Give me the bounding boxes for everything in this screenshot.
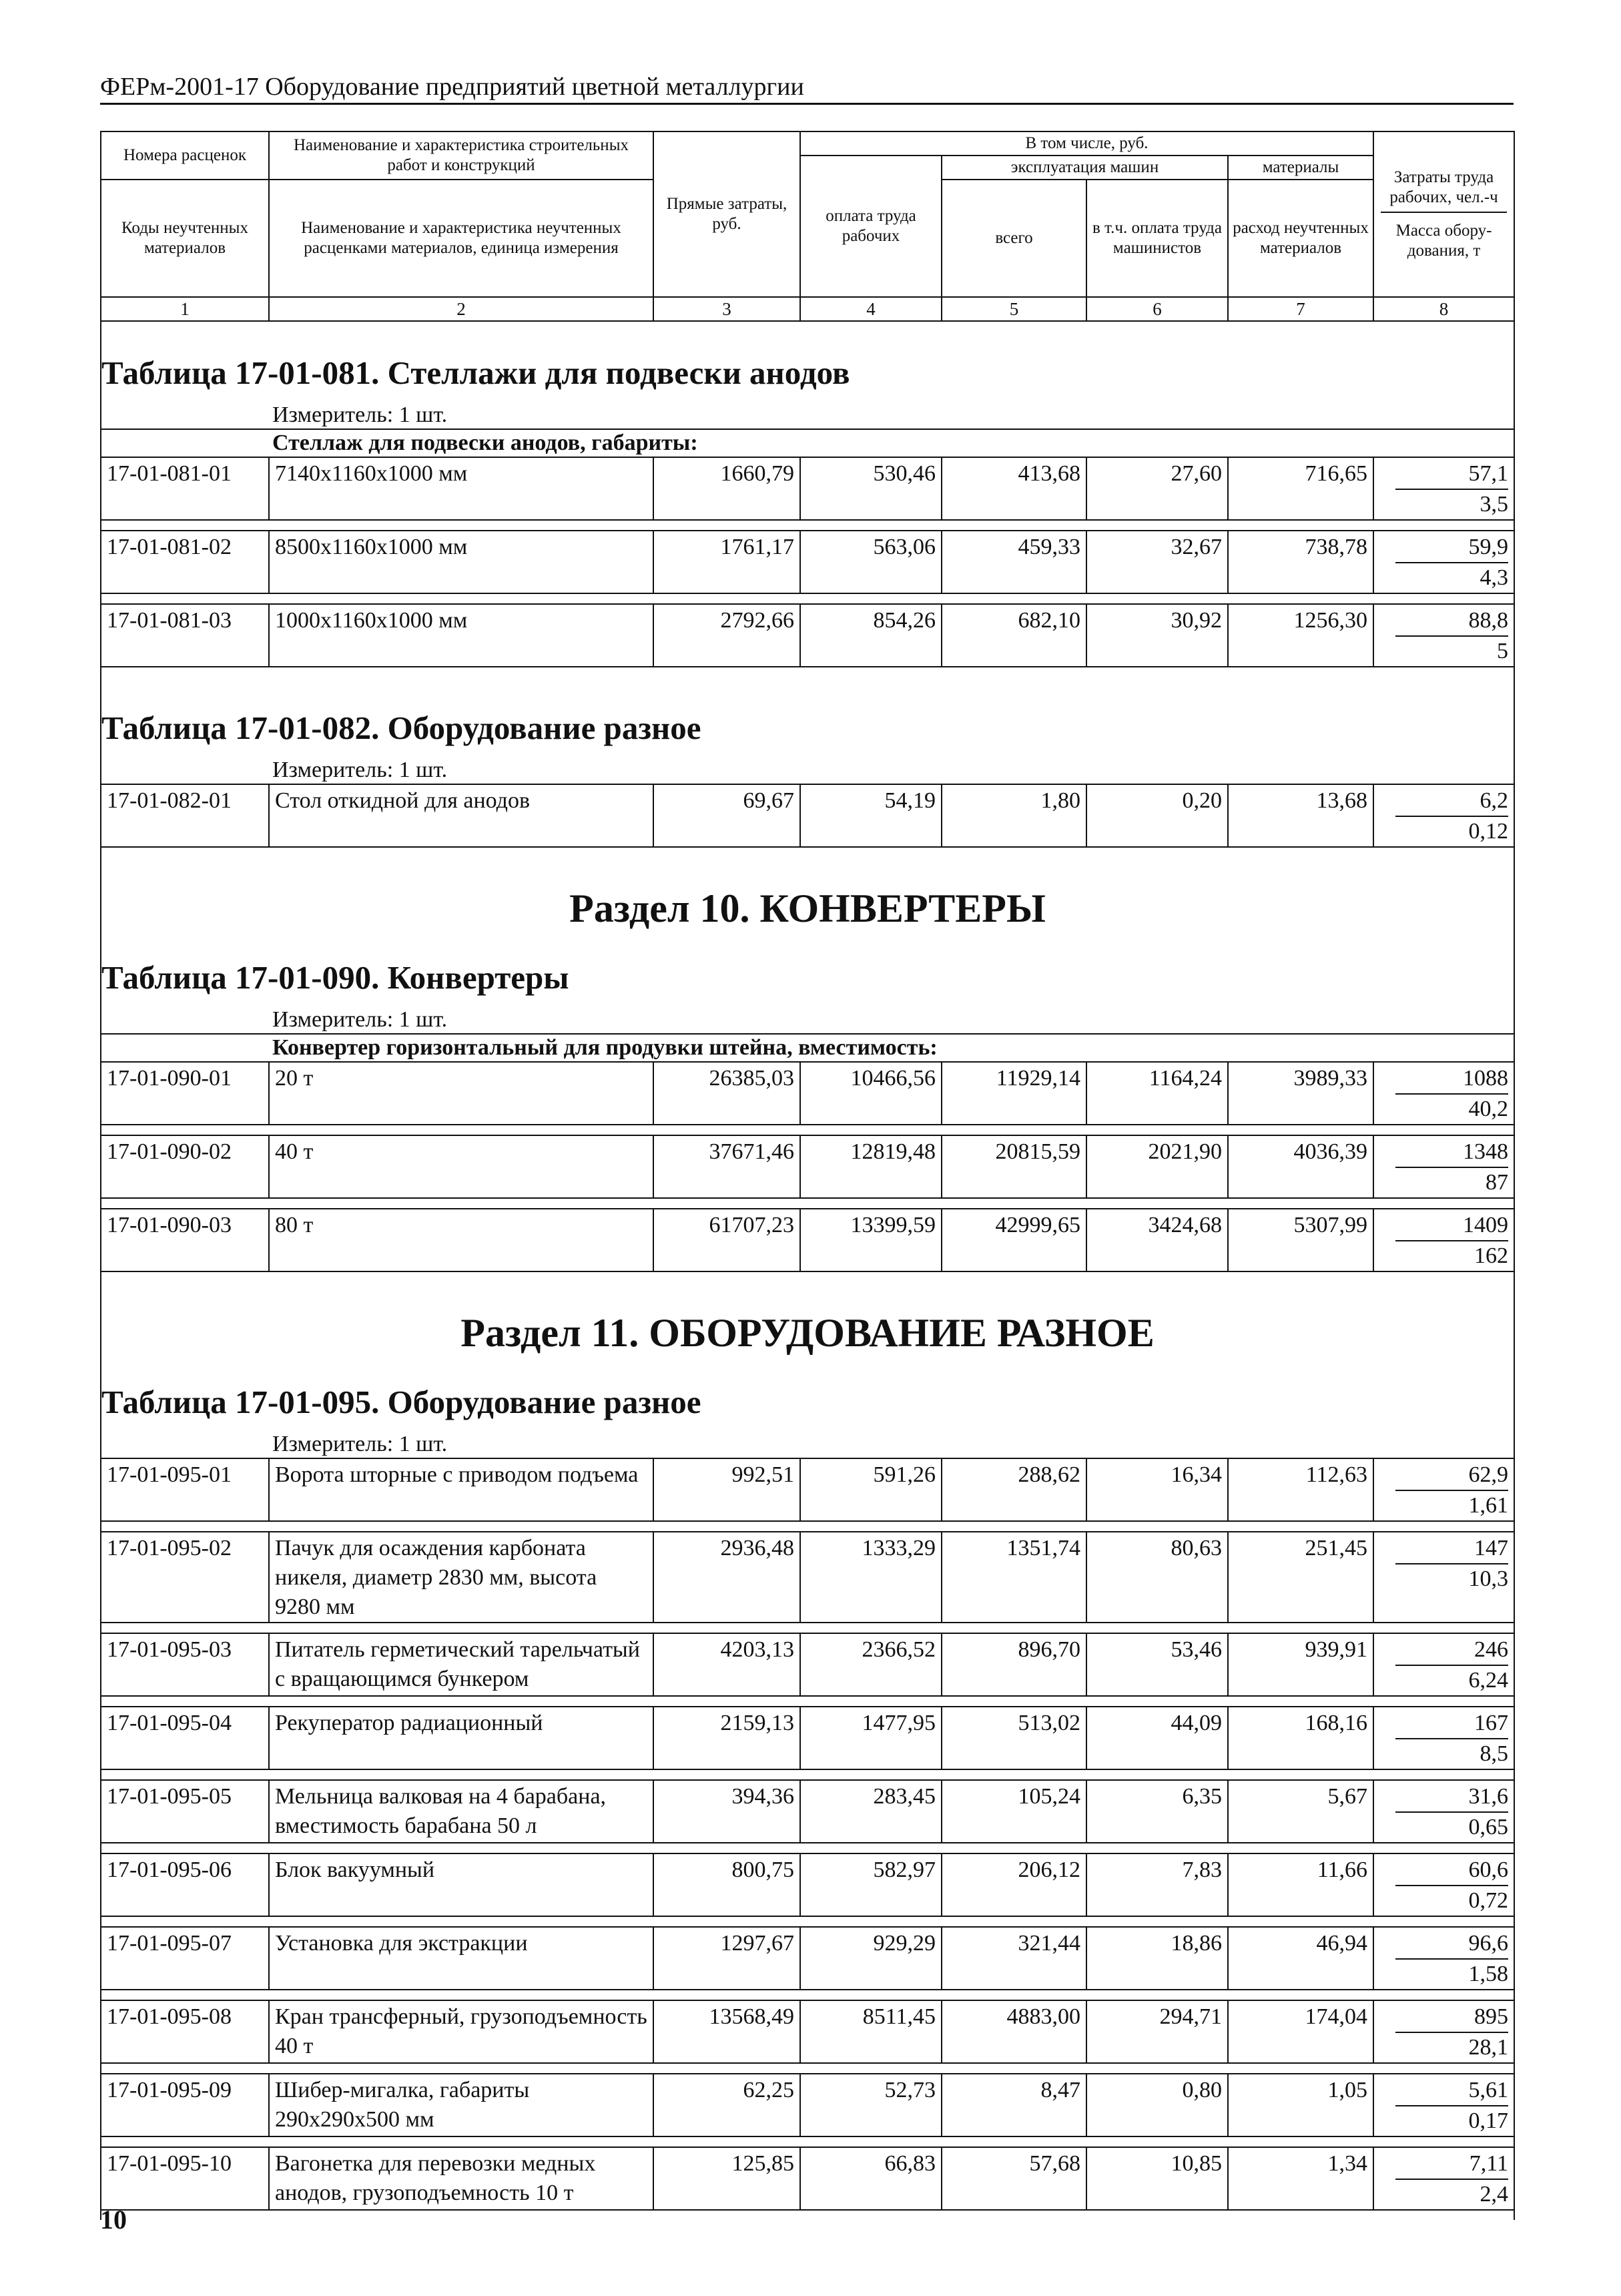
labor-mass-cell — [1373, 1780, 1514, 1843]
labor-mass-cell — [1373, 531, 1514, 593]
rate-code: 17-01-095-01 — [101, 1458, 269, 1521]
meter-label: Измеритель: 1 шт. — [272, 1432, 448, 1456]
header-material-consumption: расход неучтенных материалов — [1228, 180, 1373, 297]
row-gap — [101, 1916, 1514, 1927]
value-direct: 2792,66 — [653, 604, 800, 667]
value-materials: 4036,39 — [1228, 1135, 1373, 1198]
value-materials: 112,63 — [1228, 1458, 1373, 1521]
labor-mass-cell — [1373, 1633, 1514, 1696]
labor-value: 1088 — [1395, 1064, 1508, 1095]
table-row — [101, 604, 1514, 667]
labor-value: 88,8 — [1395, 606, 1508, 637]
rate-code: 17-01-090-01 — [101, 1062, 269, 1125]
row-gap — [101, 667, 1514, 677]
row-gap-cell — [101, 1696, 1514, 1707]
table-header — [101, 131, 1514, 297]
value-direct: 2936,48 — [653, 1532, 800, 1623]
value-mach-wages: 27,60 — [1086, 457, 1228, 520]
value-direct: 125,85 — [653, 2147, 800, 2210]
value-materials: 1256,30 — [1228, 604, 1373, 667]
mass-value: 1,58 — [1468, 1962, 1509, 1986]
row-gap-cell — [101, 1521, 1514, 1532]
row-gap — [101, 1521, 1514, 1532]
meter-label: Измеритель: 1 шт. — [272, 758, 448, 782]
rate-code: 17-01-095-08 — [101, 2000, 269, 2063]
value-direct: 26385,03 — [653, 1062, 800, 1125]
rate-name: 40 т — [269, 1135, 653, 1198]
table-title: Таблица 17-01-095. Оборудование разное — [101, 1376, 1514, 1431]
rate-name: Стол откидной для анодов — [269, 784, 653, 847]
column-number: 6 — [1086, 297, 1228, 321]
row-gap-cell — [101, 1843, 1514, 1853]
rate-name: Установка для экстракции — [269, 1927, 653, 1990]
labor-value: 5,61 — [1395, 2076, 1508, 2106]
mass-value: 2,4 — [1480, 2182, 1509, 2207]
column-number: 5 — [942, 297, 1086, 321]
row-gap — [101, 2136, 1514, 2147]
value-mach-wages: 30,92 — [1086, 604, 1228, 667]
meter-row — [101, 1007, 1514, 1034]
value-mach-total: 1351,74 — [942, 1532, 1086, 1623]
value-mach-total: 896,70 — [942, 1633, 1086, 1696]
mass-value: 5 — [1497, 639, 1509, 663]
row-gap-cell — [101, 1125, 1514, 1135]
mass-value: 0,65 — [1468, 1815, 1509, 1839]
header-work-name: Наименование и характеристика строительных работ и конструкций — [269, 131, 653, 180]
value-mach-total: 1,80 — [942, 784, 1086, 847]
page-number: 10 — [100, 2205, 127, 2235]
labor-value: 246 — [1395, 1635, 1508, 1666]
value-mach-total: 42999,65 — [942, 1209, 1086, 1271]
table-row — [101, 2147, 1514, 2210]
value-mach-wages: 44,09 — [1086, 1707, 1228, 1769]
value-wages: 591,26 — [800, 1458, 942, 1521]
header-including: В том числе, руб. — [800, 131, 1373, 156]
labor-mass-cell — [1373, 604, 1514, 667]
row-gap-cell — [101, 1198, 1514, 1209]
labor-value: 6,2 — [1395, 786, 1508, 817]
rate-code: 17-01-090-03 — [101, 1209, 269, 1271]
value-direct: 800,75 — [653, 1853, 800, 1916]
rate-name: Ворота шторные с приводом подъема — [269, 1458, 653, 1521]
row-gap — [101, 1125, 1514, 1135]
value-materials: 13,68 — [1228, 784, 1373, 847]
section-heading: Раздел 10. КОНВЕРТЕРЫ — [101, 857, 1514, 952]
header-worker-wages: оплата труда рабочих — [800, 156, 942, 297]
labor-mass-cell — [1373, 1927, 1514, 1990]
rate-code: 17-01-095-04 — [101, 1707, 269, 1769]
value-wages: 1333,29 — [800, 1532, 942, 1623]
row-gap — [101, 1623, 1514, 1633]
value-wages: 10466,56 — [800, 1062, 942, 1125]
meter-cell — [101, 757, 1514, 784]
group-label-row — [101, 1034, 1514, 1062]
value-wages: 8511,45 — [800, 2000, 942, 2063]
labor-value: 96,6 — [1395, 1929, 1508, 1960]
value-wages: 1477,95 — [800, 1707, 942, 1769]
mass-value: 28,1 — [1468, 2035, 1509, 2060]
value-materials: 1,05 — [1228, 2074, 1373, 2136]
rates-table-frame — [100, 131, 1514, 2220]
value-wages: 283,45 — [800, 1780, 942, 1843]
table-row — [101, 1062, 1514, 1125]
table-row — [101, 1780, 1514, 1843]
header-labor-text: Затраты труда рабочих, чел.-ч — [1381, 168, 1507, 213]
value-mach-total: 413,68 — [942, 457, 1086, 520]
rate-code: 17-01-095-09 — [101, 2074, 269, 2136]
labor-mass-cell — [1373, 784, 1514, 847]
value-materials: 11,66 — [1228, 1853, 1373, 1916]
column-number: 2 — [269, 297, 653, 321]
table-title-row — [101, 677, 1514, 757]
rate-name: 1000х1160х1000 мм — [269, 604, 653, 667]
value-mach-wages: 1164,24 — [1086, 1062, 1228, 1125]
value-materials: 5307,99 — [1228, 1209, 1373, 1271]
row-gap-cell — [101, 1623, 1514, 1633]
labor-mass-cell — [1373, 1707, 1514, 1769]
rate-name: 8500х1160х1000 мм — [269, 531, 653, 593]
labor-value: 1409 — [1395, 1211, 1508, 1241]
meter-cell — [101, 1431, 1514, 1458]
value-materials: 168,16 — [1228, 1707, 1373, 1769]
section-heading: Раздел 11. ОБОРУДОВАНИЕ РАЗНОЕ — [101, 1281, 1514, 1376]
section-row — [101, 1281, 1514, 1376]
value-mach-wages: 18,86 — [1086, 1927, 1228, 1990]
rate-code: 17-01-095-07 — [101, 1927, 269, 1990]
value-mach-total: 8,47 — [942, 2074, 1086, 2136]
value-wages: 929,29 — [800, 1927, 942, 1990]
value-wages: 2366,52 — [800, 1633, 942, 1696]
meter-label: Измеритель: 1 шт. — [272, 402, 448, 427]
value-mach-wages: 80,63 — [1086, 1532, 1228, 1623]
table-title: Таблица 17-01-081. Стеллажи для подвески анодов — [101, 321, 1514, 402]
meter-cell — [101, 1007, 1514, 1034]
row-gap — [101, 2210, 1514, 2220]
labor-value: 60,6 — [1395, 1855, 1508, 1886]
mass-value: 6,24 — [1468, 1668, 1509, 1693]
rate-name: 80 т — [269, 1209, 653, 1271]
labor-mass-cell — [1373, 1853, 1514, 1916]
mass-value: 0,12 — [1468, 819, 1509, 844]
value-mach-total: 4883,00 — [942, 2000, 1086, 2063]
header-machinist-wages: в т.ч. оплата труда машинистов — [1086, 180, 1228, 297]
column-number: 3 — [653, 297, 800, 321]
table-row — [101, 1458, 1514, 1521]
meter-row — [101, 1431, 1514, 1458]
value-direct: 1660,79 — [653, 457, 800, 520]
row-gap-cell — [101, 2136, 1514, 2147]
mass-value: 87 — [1486, 1170, 1509, 1195]
labor-value: 167 — [1395, 1709, 1508, 1739]
table-row — [101, 1633, 1514, 1696]
value-mach-wages: 10,85 — [1086, 2147, 1228, 2210]
labor-value: 31,6 — [1395, 1782, 1508, 1813]
rate-code: 17-01-095-03 — [101, 1633, 269, 1696]
value-wages: 563,06 — [800, 531, 942, 593]
labor-value: 57,1 — [1395, 459, 1508, 490]
value-direct: 1297,67 — [653, 1927, 800, 1990]
column-number: 7 — [1228, 297, 1373, 321]
value-mach-total: 105,24 — [942, 1780, 1086, 1843]
rate-code: 17-01-095-06 — [101, 1853, 269, 1916]
table-row — [101, 2074, 1514, 2136]
row-gap-cell — [101, 1990, 1514, 2000]
value-mach-total: 11929,14 — [942, 1062, 1086, 1125]
mass-value: 40,2 — [1468, 1097, 1509, 1121]
value-wages: 12819,48 — [800, 1135, 942, 1198]
rates-table — [100, 131, 1515, 2220]
meter-label: Измеритель: 1 шт. — [272, 1007, 448, 1032]
value-wages: 582,97 — [800, 1853, 942, 1916]
rate-code: 17-01-081-02 — [101, 531, 269, 593]
group-label-row — [101, 429, 1514, 457]
value-mach-wages: 32,67 — [1086, 531, 1228, 593]
row-gap — [101, 1990, 1514, 2000]
row-gap — [101, 2063, 1514, 2074]
value-wages: 854,26 — [800, 604, 942, 667]
labor-mass-cell — [1373, 1458, 1514, 1521]
row-gap — [101, 593, 1514, 604]
value-direct: 37671,46 — [653, 1135, 800, 1198]
value-mach-wages: 16,34 — [1086, 1458, 1228, 1521]
value-mach-total: 682,10 — [942, 604, 1086, 667]
meter-cell — [101, 402, 1514, 429]
value-mach-total: 57,68 — [942, 2147, 1086, 2210]
mass-value: 0,72 — [1468, 1888, 1509, 1913]
row-gap-cell — [101, 1271, 1514, 1281]
rate-name: Пачук для осаждения карбоната никеля, диаметр 2830 мм, высота 9280 мм — [269, 1532, 653, 1623]
rate-code: 17-01-095-05 — [101, 1780, 269, 1843]
value-direct: 2159,13 — [653, 1707, 800, 1769]
meter-row — [101, 402, 1514, 429]
mass-value: 8,5 — [1480, 1741, 1509, 1766]
group-label: Конвертер горизонтальный для продувки штейна, вместимость: — [101, 1034, 1514, 1062]
rate-code: 17-01-090-02 — [101, 1135, 269, 1198]
value-wages: 13399,59 — [800, 1209, 942, 1271]
value-mach-wages: 6,35 — [1086, 1780, 1228, 1843]
row-gap-cell — [101, 1916, 1514, 1927]
value-mach-wages: 7,83 — [1086, 1853, 1228, 1916]
header-material-name: Наименование и характеристика неучтенных расценками материалов, единица измерения — [269, 180, 653, 297]
column-number: 1 — [101, 297, 269, 321]
labor-value: 62,9 — [1395, 1460, 1508, 1491]
labor-mass-cell — [1373, 457, 1514, 520]
rate-name: Шибер-мигалка, габариты 290х290х500 мм — [269, 2074, 653, 2136]
row-gap — [101, 1198, 1514, 1209]
row-gap — [101, 1696, 1514, 1707]
table-row — [101, 1209, 1514, 1271]
value-direct: 61707,23 — [653, 1209, 800, 1271]
row-gap-cell — [101, 2063, 1514, 2074]
rate-name: Кран трансферный, грузоподъемность 40 т — [269, 2000, 653, 2063]
table-body — [101, 321, 1514, 2220]
section-row — [101, 857, 1514, 952]
table-row — [101, 1853, 1514, 1916]
value-materials: 939,91 — [1228, 1633, 1373, 1696]
mass-value: 162 — [1474, 1243, 1509, 1268]
rate-name: Мельница валковая на 4 барабана, вместимость барабана 50 л — [269, 1780, 653, 1843]
rate-code: 17-01-095-10 — [101, 2147, 269, 2210]
labor-value: 59,9 — [1395, 533, 1508, 563]
rate-name: Рекуператор радиационный — [269, 1707, 653, 1769]
rate-name: 20 т — [269, 1062, 653, 1125]
table-title-row — [101, 1376, 1514, 1431]
header-machines-total: всего — [942, 180, 1086, 297]
value-mach-wages: 53,46 — [1086, 1633, 1228, 1696]
header-direct-costs: Прямые затраты, руб. — [653, 131, 800, 297]
value-materials: 1,34 — [1228, 2147, 1373, 2210]
value-direct: 1761,17 — [653, 531, 800, 593]
labor-mass-cell — [1373, 1532, 1514, 1623]
value-materials: 5,67 — [1228, 1780, 1373, 1843]
column-number: 8 — [1373, 297, 1514, 321]
labor-mass-cell — [1373, 2074, 1514, 2136]
mass-value: 4,3 — [1480, 565, 1509, 590]
table-row — [101, 531, 1514, 593]
value-mach-total: 513,02 — [942, 1707, 1086, 1769]
row-gap — [101, 1843, 1514, 1853]
row-gap-cell — [101, 520, 1514, 531]
table-title-row — [101, 952, 1514, 1007]
value-mach-wages: 0,80 — [1086, 2074, 1228, 2136]
group-label: Стеллаж для подвески анодов, габариты: — [101, 429, 1514, 457]
value-mach-wages: 2021,90 — [1086, 1135, 1228, 1198]
labor-mass-cell — [1373, 2000, 1514, 2063]
value-mach-total: 288,62 — [942, 1458, 1086, 1521]
labor-mass-cell — [1373, 2147, 1514, 2210]
value-mach-total: 321,44 — [942, 1927, 1086, 1990]
mass-value: 0,17 — [1468, 2108, 1509, 2133]
value-direct: 394,36 — [653, 1780, 800, 1843]
row-gap-cell — [101, 847, 1514, 857]
labor-mass-cell — [1373, 1135, 1514, 1198]
value-mach-wages: 294,71 — [1086, 2000, 1228, 2063]
document-title: ФЕРм-2001-17 Оборудование предприятий цветной металлургии — [100, 73, 804, 101]
value-materials: 251,45 — [1228, 1532, 1373, 1623]
value-wages: 52,73 — [800, 2074, 942, 2136]
labor-value: 895 — [1395, 2002, 1508, 2033]
value-wages: 66,83 — [800, 2147, 942, 2210]
value-materials: 174,04 — [1228, 2000, 1373, 2063]
rate-name: Блок вакуумный — [269, 1853, 653, 1916]
table-row — [101, 2000, 1514, 2063]
mass-value: 3,5 — [1480, 492, 1509, 517]
header-material-codes: Коды неучтенных материалов — [101, 180, 269, 297]
value-direct: 62,25 — [653, 2074, 800, 2136]
row-gap — [101, 847, 1514, 857]
value-mach-wages: 0,20 — [1086, 784, 1228, 847]
mass-value: 1,61 — [1468, 1493, 1509, 1518]
rate-code: 17-01-082-01 — [101, 784, 269, 847]
table-row — [101, 457, 1514, 520]
column-number: 4 — [800, 297, 942, 321]
rate-code: 17-01-095-02 — [101, 1532, 269, 1623]
table-row — [101, 1707, 1514, 1769]
table-row — [101, 1135, 1514, 1198]
row-gap-cell — [101, 593, 1514, 604]
labor-value: 1348 — [1395, 1137, 1508, 1168]
header-materials: материалы — [1228, 156, 1373, 180]
row-gap-cell — [101, 2210, 1514, 2220]
value-materials: 3989,33 — [1228, 1062, 1373, 1125]
value-direct: 992,51 — [653, 1458, 800, 1521]
value-materials: 46,94 — [1228, 1927, 1373, 1990]
row-gap-cell — [101, 667, 1514, 677]
labor-mass-cell — [1373, 1062, 1514, 1125]
table-row — [101, 784, 1514, 847]
mass-value: 10,3 — [1468, 1566, 1509, 1591]
table-title: Таблица 17-01-082. Оборудование разное — [101, 677, 1514, 757]
rate-code: 17-01-081-03 — [101, 604, 269, 667]
labor-value: 147 — [1395, 1534, 1508, 1564]
value-wages: 530,46 — [800, 457, 942, 520]
value-direct: 4203,13 — [653, 1633, 800, 1696]
rate-name: Вагонетка для перевозки медных анодов, грузоподъемность 10 т — [269, 2147, 653, 2210]
row-gap — [101, 520, 1514, 531]
value-mach-total: 20815,59 — [942, 1135, 1086, 1198]
value-direct: 69,67 — [653, 784, 800, 847]
value-materials: 716,65 — [1228, 457, 1373, 520]
row-gap — [101, 1769, 1514, 1780]
header-machine-operation: эксплуатация машин — [942, 156, 1228, 180]
value-mach-total: 206,12 — [942, 1853, 1086, 1916]
rate-name: 7140х1160х1000 мм — [269, 457, 653, 520]
value-mach-total: 459,33 — [942, 531, 1086, 593]
value-wages: 54,19 — [800, 784, 942, 847]
header-equipment-mass: Масса обору-дования, т — [1395, 222, 1492, 260]
table-row — [101, 1532, 1514, 1623]
labor-value: 7,11 — [1395, 2149, 1508, 2180]
value-direct: 13568,49 — [653, 2000, 800, 2063]
labor-mass-cell — [1373, 1209, 1514, 1271]
value-materials: 738,78 — [1228, 531, 1373, 593]
rate-name: Питатель герметический тарельчатый с вращающимся бункером — [269, 1633, 653, 1696]
rate-code: 17-01-081-01 — [101, 457, 269, 520]
table-title-row — [101, 321, 1514, 402]
table-row — [101, 1927, 1514, 1990]
row-gap-cell — [101, 1769, 1514, 1780]
title-underline — [100, 103, 1514, 105]
table-title: Таблица 17-01-090. Конвертеры — [101, 952, 1514, 1007]
meter-row — [101, 757, 1514, 784]
column-numbers — [101, 297, 1514, 321]
value-mach-wages: 3424,68 — [1086, 1209, 1228, 1271]
header-labor-costs — [1373, 131, 1514, 297]
header-rate-number: Номера расценок — [101, 131, 269, 180]
row-gap — [101, 1271, 1514, 1281]
